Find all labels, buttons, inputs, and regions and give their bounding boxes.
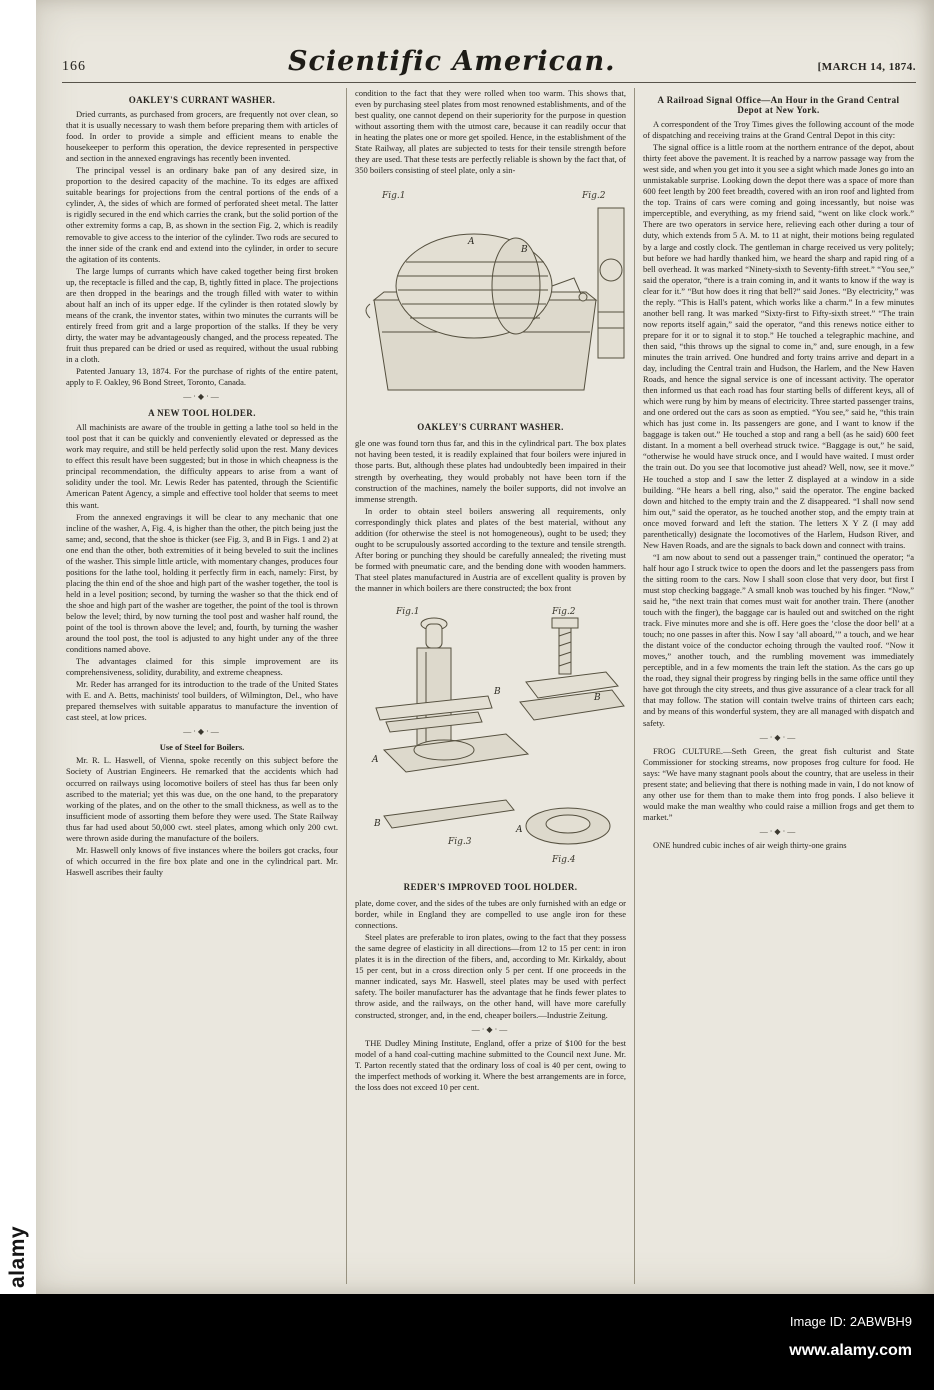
tool-holder-illustration <box>356 600 626 880</box>
part-label: B <box>373 819 381 830</box>
issue-date: [MARCH 14, 1874. <box>817 61 916 73</box>
part-label: A <box>515 825 522 836</box>
currant-washer-illustration <box>356 182 626 420</box>
paragraph: A correspondent of the Troy Times gives the following account of the mode of dispatching and receiving trains at the Grand Central Depot in this city: <box>643 119 914 141</box>
paragraph: “I am now about to send out a passenger train,” continued the operator; “a half hour ago I struck twice to open the doors and let the passengers pass from the sitting room to the cars. Now I shall soon close that very door, but first I must stop checking baggage.” A small knob was touched by his finger. “Now,” said he, “the next train that comes must wait for another train. There (another touch with the finger), the baggage car is hauled out and switched on the right track. Five minutes more and she is off. Here goes the ‘close the door bell’ at a touch; no one passes in after this. Now I say ‘all aboard,’” a touch, and we hear the distant voice of the conductor echoing through the vaulted roof. “Now it moves,” another touch, and the rumbling movement was immediately perceptible, and in a few moments the train left the station. As the cars go up the road, they signal their progress by ringing bells in the same office until they have got through the city streets, and thus give assurance of a clear track for all that may follow. The station will contain twelve trains of thirteen cars each; and by means of this wonderful system, they are all managed with dispatch and safety. <box>643 551 914 728</box>
article-subheading: Use of Steel for Boilers. <box>159 742 245 753</box>
paragraph: The principal vessel is an ordinary bake pan of any desired size, in proportion to the desired capacity of the machine. To its edges are affixed suitable bearings for projections from the central portions of the ends of a cylinder, A, the sides of which are formed of perforated sheet metal. The latter is rigidly secured in the end which carries the crank, but the solid portion of the other extremity forms a cap, B, as shown in the section Fig. 2, which is readily removable to give access to the interior of the cylinder. Two rods are secured to the inner side of the crank end and extend into the cylinder, in order to secure the agitation of its contents. <box>66 165 338 264</box>
alamy-url: www.alamy.com <box>789 1342 912 1359</box>
tool-holder-engraving <box>355 600 626 892</box>
paragraph: Steel plates are preferable to iron plates, owing to the fact that they possess the same degree of elasticity in all directions—from 12 to 15 per cent: in iron plates it is in the direction of the fibers, and, according to Mr. Kirkaldy, about 15 per cent, but in a cross direction only 5 per cent. If one proceeds in the manner indicated, says Mr. Haswell, steel plates may be used with perfect safety. The boiler manufacturer has the advantage that he finds fewer plates to throw aside, and the railways, on the other hand, will have more carefully constructed, stronger, and, in the end, cheaper boilers.—Industrie Zeitung. <box>355 932 626 1020</box>
article-heading: OAKLEY'S CURRANT WASHER. <box>128 95 276 105</box>
tool-post-body <box>417 648 451 746</box>
column-2-bottom-text <box>355 898 626 1093</box>
paragraph: condition to the fact that they were rolled when too warm. This shows that, even by purchasing steel plates from most renowned establishments, and of the best quality, one cannot depend on their superiority for the purpose in question without assorting them with the utmost care, because it can readily occur that in heating the plates one or more get spoiled. Hence, in the establishment of the State Railway, all plates are subjected to tests for their tensile strength before they are used. That these tests are perfectly reliable is shown by the fact that, of 350 boilers consisting of steel plate, only a sin- <box>355 88 626 176</box>
cylinder-end-cap <box>492 238 540 334</box>
part-label: A <box>371 755 378 766</box>
post-knob <box>426 624 442 648</box>
section-view-body <box>598 208 624 358</box>
paragraph: The advantages claimed for this simple improvement are its comprehensiveness, solidity, durability, and extreme cheapness. <box>66 656 338 678</box>
paragraph: ONE hundred cubic inches of air weigh thirty-one grains <box>653 839 847 850</box>
part-label: B <box>493 687 501 698</box>
newspaper-page <box>36 0 934 1294</box>
paragraph: Mr. Haswell only knows of five instances where the boilers got cracks, four of which occurred in the fire box plate and one in the cylindrical part. Mr. Haswell ascribes their faulty <box>66 844 338 877</box>
tool-holder-caption: REDER'S IMPROVED TOOL HOLDER. <box>403 882 578 893</box>
article-heading: A NEW TOOL HOLDER. <box>148 408 256 419</box>
paragraph: All machinists are aware of the trouble in getting a lathe tool so held in the tool post that it can be quickly and conveniently elevated or depressed as the work may require, and still be held perfectly solid upon the rest. Many devices to effect this result have been suggested; but in those in which cheapness is the principal recommendation, the difficulty appears to arise from a want of solidity under the tool. Mr. Lewis Reder has patented, through the Scientific American Patent Agency, a simple and effective tool holder that seems to meet this want. <box>66 422 338 510</box>
separator: —·◆·— <box>183 392 221 402</box>
paragraph: The signal office is a little room at the northern entrance of the depot, about thirty feet above the pavement. It is reached by a narrow passage way from the west side, and when you get into it you see a sight which made Jones go into an unmistakable surprise. Looking down the depot there was a space of more than 600 feet length by 200 feet breadth, covered with an iron roof and lighted from the top. Trains of cars were coming and going incessantly, but noise was imperceptible, and everything, as my friend said, “went on like clock work.” There are two operators in service here, relieving each other during a tour of duty, which extends from 5 A. M. to 11 at night, their motions being regulated by a large and costly clock. The gentleman in charge received us very politely; but before we had hardly thanked him, we heard the sharp and rapid ring of a bell overhead. It was marked “Ninety-sixth to Seventy-fifth street.” “You see,” said the operator, “there is a train coming in, and it wants to know if the way is clear for it.” “But how does it ring that bell?” said Jones. “By electricity,” was the reply. “This is Hall's patent, which works like a charm.” In a few minutes another bell rang. It was marked “Sixty-first to Fifty-sixth street.” “The train now reports itself again,” said the operator, “and this renews notice either to prepare for it or to signal it to stop.” He touched a telegraphic machine, and then said, “this throws up the signal to come in,” and, sure enough, in a few minutes the train arrived. One hundred and forty trains arrive and depart in a day, including the Central train and Hudson, the Harlem, and the New Haven Roads, and hence the signal service is one of incessant activity. The operator then informed us that each road has four starting bells of different keys, all of which were rung by him by means of electricity. Three started passenger trains, and one ordered out the cars as soon as emptied. “You see,” said he, “this train which has just come in. Its passengers are gone, and I want to know if the baggage is taken out.” He touched a stop and rang a bell (as he said) 600 feet distant. In a moment a bell overhead struck twice. “Baggage is out,” he said, “otherwise he would have struck once, and I would have waited. I must order the train out. Do you see that locomotive just ahead? Well, now, see it move.” He touched a stop and I saw the letter Z displayed at a window in a side building. “He hears a bell ring, also,” said the operator. The engine backed down and hitched to the empty train and the Z disappeared. “I shall now send him out,” said the operator, as he touched another stop, and the empty train at once moved forward and left the station. The letters X Y Z (I may add parenthetically) designate the locomotives of the Harlem, Hudson River, and New Haven Roads, and are the signals to back down and connect with trains. <box>643 142 915 550</box>
separator: —·◆·— <box>183 727 221 737</box>
article-heading: A Railroad Signal Office—An Hour in the Grand Central Depot at New York. <box>657 95 900 115</box>
page-columns <box>58 88 922 1284</box>
figure-label: Fig.3 <box>447 837 471 848</box>
image-id-label: Image ID: 2ABWBH9 <box>789 1314 912 1329</box>
paragraph: Mr. Reder has arranged for its introduction to the trade of the United States with E. and A. Betts, machinists' tool builders, of Wilmington, Del., who have prepared themselves with suitable apparatus to manufacture the invention of cast steel, at low prices. <box>66 679 338 723</box>
figure-label: Fig.1 <box>381 191 405 202</box>
watermark-left-strip <box>0 0 36 1294</box>
base-plate <box>384 734 528 772</box>
column-1 <box>58 88 346 1284</box>
separator: —·◆·— <box>471 1024 510 1034</box>
alamy-logo-vertical: alamy <box>6 1225 29 1288</box>
pan-handle-left <box>366 304 370 318</box>
crank-handle <box>579 293 587 301</box>
figure-label: Fig.2 <box>551 607 575 618</box>
column-2-top-text <box>355 88 626 176</box>
column-3 <box>634 88 922 1284</box>
header-rule <box>62 82 916 83</box>
paragraph: Patented January 13, 1874. For the purchase of rights of the entire patent, apply to F. Oakley, 96 Bond Street, Toronto, Canada. <box>66 366 338 388</box>
part-label: A <box>467 237 474 248</box>
currant-washer-engraving <box>355 182 626 432</box>
paragraph: From the annexed engravings it will be clear to any mechanic that one incline of the washer, A, Fig. 4, is higher than the other, the pitch being just the same; and, second, that the shoe is thicker (see Fig. 3, and B in Figs. 1 and 2) at one end than the other, both extremities of it being beveled to suit the inclines of the washer. This simple little article, with momentary changes, produces four positions for the lathe tool, holding it perfectly firm in each, namely: First, by placing the thin end of the shoe and high part of the washer together, the tool is held in a level position; second, by turning the washer so that the thick end of the shoe and high part of the washer are together, the point of the tool is thrown below the level; third, by now turning the tool post and washer half round, the point of the tool is thrown above the level; and, fourth, by turning the washer around the tool post, the tool is adjusted to any hight under any of the three conditions named above. <box>66 511 338 655</box>
paragraph: THE Dudley Mining Institute, England, offer a prize of $100 for the best model of a hand coal-cutting machine submitted to the Council next June. Mr. T. Parton recently stated that the ordinary loss of coal is 40 per cent, owing to the imperfect methods of working it. Where the best arrangements are in force, the loss does not exceed 10 per cent. <box>355 1037 626 1092</box>
masthead-title: Scientific American. <box>287 46 616 77</box>
paragraph: FROG CULTURE.—Seth Green, the great fish culturist and State Commissioner for stocking streams, now proposes frog culture for food. He says: “We have many stagnant pools about the country, that are useless in their present state; and believing that there is nothing made in vain, I do not know of any other use for them than to make them into frog ponds. I also believe it would make the man wealthy who could raise a million frogs and get them to market.” <box>643 745 914 822</box>
column-2 <box>346 88 634 1284</box>
paragraph: The large lumps of currants which have caked together being first broken up, the receptacle is filled and the cap, B, tightly fitted in place. The projections are then dropped in the bearings and the trough filled with water to within about half an inch of its upper edge. If the cylinder is then rotated slowly by means of the crank, the inventor states, within two minutes the currants will be entirely freed from grit and a large proportion of the stalks. If they be very dirty, the water may be advantageously changed, and the process repeated. The fruit thus prepared can be dried or used as required, without the usual rubbing in a cloth. <box>66 265 338 365</box>
figure-label: Fig.1 <box>395 607 419 618</box>
part-label: B <box>520 245 528 256</box>
separator: —·◆·— <box>759 732 798 742</box>
wedge-shoe <box>384 800 514 828</box>
page-number: 166 <box>62 59 86 74</box>
paragraph: Mr. R. L. Haswell, of Vienna, spoke recently on this subject before the Society of Austrian Engineers. He remarked that the accidents which had occurred on railways using locomotive boilers of steel has thus far been only ascribed to the material; yet this was due, on the one hand, to the preparatory working of the plates, and on the other to the small thickness, as well as to the insufficient mode of assorting them before they were used. The State Railway thus far had used about 50,000 cwt. steel plates, among which only 200 cwt. were thrown aside during the manufacture of the boilers. <box>66 755 338 843</box>
part-label: B <box>593 693 601 704</box>
paragraph: Dried currants, as purchased from grocers, are frequently not over clean, so that it is usually necessary to wash them before preparing them with articles of food. In order to provide a simple and efficient means to enable the housekeeper to perform this operation, the device represented in perspective and section in the annexed engravings has recently been invented. <box>66 109 338 164</box>
paragraph: In order to obtain steel boilers answering all requirements, only correspondingly thick plates and plates of the best material, without any addition (for otherwise the steel is not homogeneous), ought to be used; they ought to be scrupulously assorted according to the texture and tensile strength. After boring or punching they should be carefully annealed; the riveting must be formed with pneumatic care, and the bending done with wooden hammers. That steel plates manufactured in Austria are of excellent quality is proven by the manner in which boilers are there constructed; the box front <box>355 505 626 593</box>
column-2-middle-text <box>355 438 626 594</box>
figure-label: Fig.2 <box>581 191 605 202</box>
paragraph: plate, dome cover, and the sides of the tubes are only furnished with an edge or border, while in England they are compelled to use angle iron for these connections. <box>355 898 626 931</box>
page-header <box>62 46 916 77</box>
watermark-bottom-bar <box>0 1294 934 1390</box>
separator: —·◆·— <box>759 826 798 836</box>
screw-head <box>552 618 578 628</box>
figure-label: Fig.4 <box>551 855 575 866</box>
washer-ring-inner <box>546 815 590 833</box>
paragraph: gle one was found torn thus far, and this in the cylindrical part. The box plates not having been tested, it is readily explained that four boilers were injured in those parts. But, although these plates had undoubtedly been impaired in their strength by overheating, they would probably not have been torn if the construction of the machines, namely the boiler supports, did not involve an immense strength. <box>355 438 626 504</box>
currant-washer-caption: OAKLEY'S CURRANT WASHER. <box>417 422 564 433</box>
